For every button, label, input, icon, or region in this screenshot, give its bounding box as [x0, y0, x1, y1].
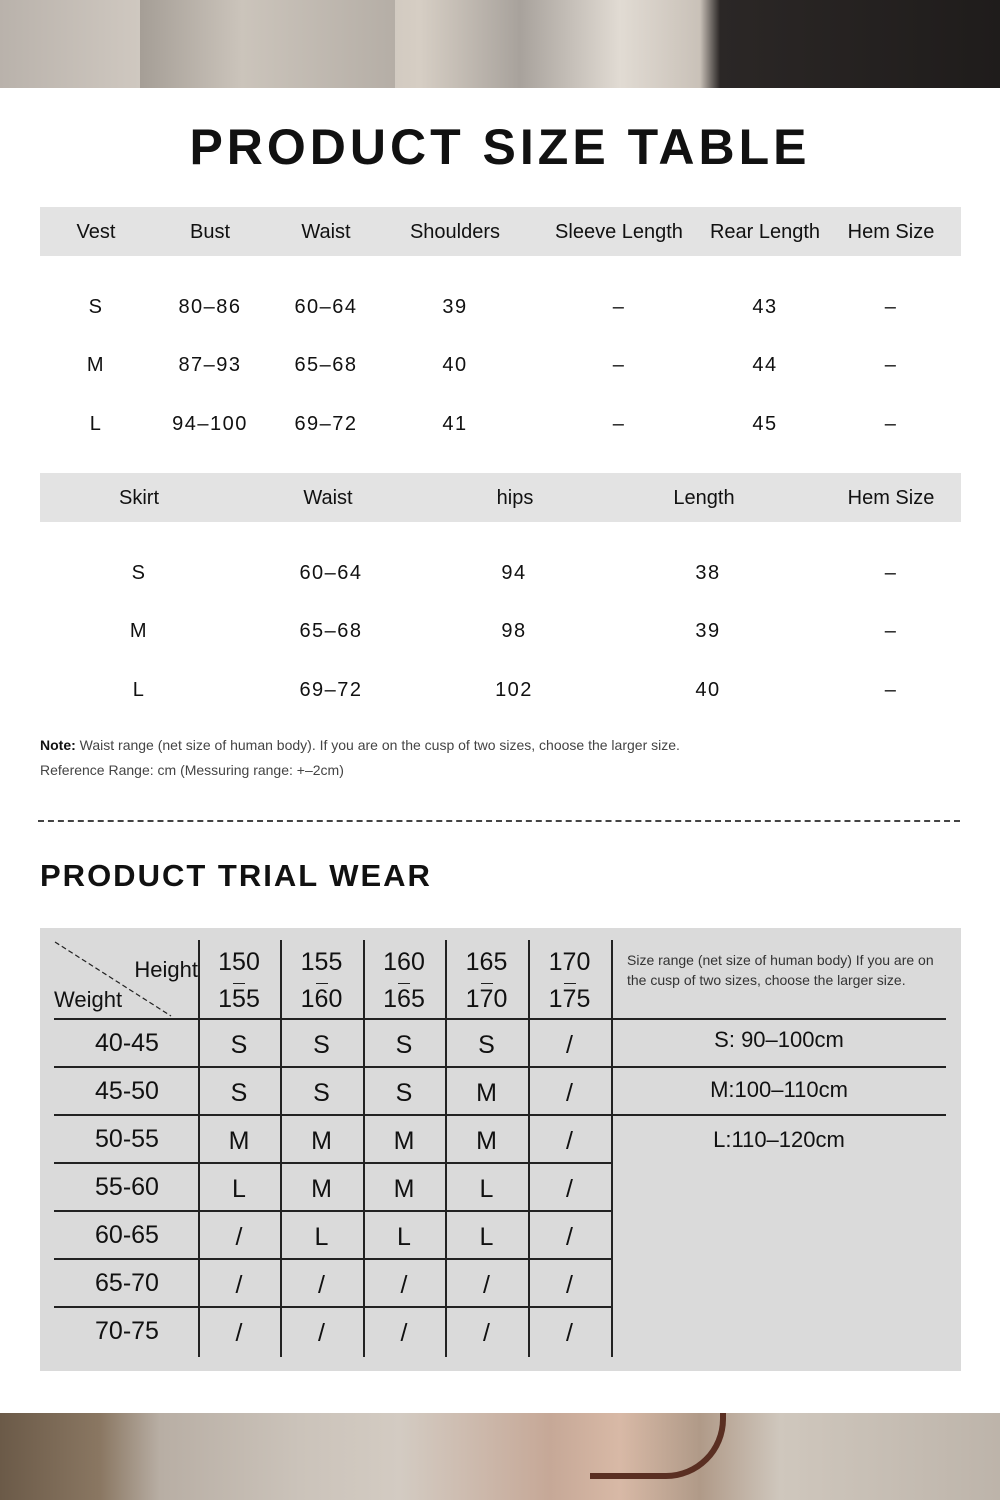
size-cell: L	[314, 1223, 329, 1251]
size-range-1: M:100–110cm	[710, 1077, 848, 1102]
grid-hline	[54, 1306, 611, 1308]
size-cell: /	[566, 1175, 573, 1203]
bag-strap-shape	[590, 1413, 726, 1479]
vest-header-2: Waist	[301, 221, 351, 243]
size-range-2: L:110–120cm	[713, 1127, 845, 1152]
vest-cell: 40	[442, 354, 468, 376]
reference-range: Reference Range: cm (Messuring range: +–2cm)	[40, 762, 344, 778]
range-hline	[611, 1114, 946, 1116]
size-cell: S	[395, 1079, 413, 1107]
size-cell: M	[311, 1175, 332, 1203]
skirt-cell: S	[131, 562, 147, 584]
skirt-cell: –	[884, 562, 898, 584]
vest-header-5: Rear Length	[709, 221, 821, 243]
vest-cell: 39	[442, 296, 468, 318]
weight-label: 70-75	[95, 1317, 159, 1345]
vest-header-6: Hem Size	[847, 221, 935, 243]
height-from: 165	[465, 948, 508, 976]
weight-label: 60-65	[95, 1221, 159, 1249]
size-cell: /	[400, 1319, 408, 1347]
grid-hline	[54, 1018, 611, 1020]
size-cell: L	[232, 1175, 246, 1203]
vest-cell: 69–72	[294, 413, 358, 435]
skirt-cell: 65–68	[299, 620, 363, 642]
vest-cell: –	[884, 296, 898, 318]
skirt-cell: 98	[501, 620, 527, 642]
height-to: 160	[300, 985, 343, 1013]
size-cell: /	[566, 1079, 573, 1107]
height-to: 175	[548, 985, 591, 1013]
size-cell: S	[313, 1079, 330, 1107]
range-hline	[611, 1018, 946, 1020]
skirt-cell: –	[884, 620, 898, 642]
vest-cell: 43	[752, 296, 778, 318]
size-cell: M	[476, 1127, 497, 1155]
vest-cell: 80–86	[178, 296, 242, 318]
grid-hline	[54, 1066, 611, 1068]
vest-cell: S	[88, 296, 104, 318]
skirt-cell: 39	[695, 620, 721, 642]
size-cell: /	[318, 1271, 325, 1299]
vest-cell: –	[884, 413, 898, 435]
vest-cell: 87–93	[178, 354, 242, 376]
vest-cell: –	[612, 413, 626, 435]
size-cell: /	[566, 1319, 573, 1347]
size-cell: /	[235, 1319, 243, 1347]
size-cell: L	[397, 1223, 411, 1251]
vest-cell: 44	[752, 354, 778, 376]
size-cell: S	[230, 1031, 248, 1059]
skirt-cell: 102	[495, 679, 533, 701]
size-cell: M	[476, 1079, 497, 1107]
skirt-cell: 60–64	[299, 562, 363, 584]
vest-cell: 41	[442, 413, 468, 435]
size-cell: M	[393, 1127, 415, 1155]
skirt-header-0: Skirt	[119, 487, 159, 509]
weight-label: 45-50	[95, 1077, 159, 1105]
vest-cell: –	[612, 354, 626, 376]
weight-label: 65-70	[95, 1269, 159, 1297]
background-photo-top	[0, 0, 1000, 88]
size-cell: M	[311, 1127, 332, 1155]
pillar-shape	[140, 0, 395, 88]
height-to: 170	[465, 985, 508, 1013]
size-cell: /	[566, 1127, 573, 1155]
height-from: 150	[218, 948, 260, 976]
size-cell: /	[235, 1271, 243, 1299]
range-hline	[611, 1066, 946, 1068]
size-cell: L	[479, 1175, 494, 1203]
size-cell: L	[479, 1223, 494, 1251]
size-cell: /	[566, 1271, 573, 1299]
size-range-0: S: 90–100cm	[714, 1027, 844, 1052]
skirt-cell: 40	[695, 679, 721, 701]
vest-cell: 60–64	[294, 296, 358, 318]
grid-hline	[54, 1162, 611, 1164]
skirt-cell: 38	[695, 562, 721, 584]
weight-label: 40-45	[95, 1029, 159, 1057]
vest-header-0: Vest	[76, 221, 116, 243]
skirt-header-4: Hem Size	[847, 487, 935, 509]
size-cell: S	[478, 1031, 495, 1059]
size-cell: S	[313, 1031, 330, 1059]
height-from: 155	[300, 948, 343, 976]
size-cell: /	[483, 1271, 490, 1299]
height-to: 165	[383, 985, 425, 1013]
size-cell: /	[566, 1223, 573, 1251]
size-cell: M	[393, 1175, 415, 1203]
vest-header-1: Bust	[189, 221, 231, 243]
note-line	[40, 737, 680, 753]
vest-header-3: Shoulders	[409, 221, 501, 243]
skirt-cell: 94	[501, 562, 527, 584]
size-cell: /	[566, 1031, 573, 1059]
height-to: 155	[218, 985, 260, 1013]
height-from: 160	[383, 948, 425, 976]
vest-cell: 94–100	[172, 413, 248, 435]
height-from: 170	[548, 948, 591, 976]
section-divider	[38, 820, 960, 822]
skirt-cell: –	[884, 679, 898, 701]
skirt-header-2: hips	[496, 487, 534, 509]
note-label: Note:	[40, 737, 76, 753]
vest-cell: 65–68	[294, 354, 358, 376]
size-cell: /	[483, 1319, 490, 1347]
trial-title: PRODUCT TRIAL WEAR	[40, 858, 432, 893]
vest-cell: L	[89, 413, 103, 435]
grid-hline	[54, 1114, 611, 1116]
skirt-cell: M	[129, 620, 149, 642]
size-cell: /	[318, 1319, 325, 1347]
size-cell: /	[400, 1271, 408, 1299]
corner-height-label: Height	[134, 957, 198, 982]
size-cell: M	[228, 1127, 250, 1155]
vest-header-4: Sleeve Length	[555, 221, 683, 243]
grid-hline	[54, 1258, 611, 1260]
corner-weight-label: Weight	[54, 987, 123, 1012]
size-range-note: Size range (net size of human body) If you are on the cusp of two sizes, choose the larger size.	[627, 952, 934, 988]
weight-label: 55-60	[95, 1173, 159, 1201]
note-text: Waist range (net size of human body). If you are on the cusp of two sizes, choose the larger size.	[75, 737, 680, 753]
page-title: PRODUCT SIZE TABLE	[189, 119, 811, 175]
size-cell: S	[230, 1079, 248, 1107]
size-cell: /	[235, 1223, 243, 1251]
vest-cell: 45	[752, 413, 778, 435]
skirt-cell: L	[132, 679, 146, 701]
weight-label: 50-55	[95, 1125, 159, 1153]
background-photo-bottom	[0, 1413, 1000, 1500]
skirt-header-1: Waist	[303, 487, 353, 509]
grid-hline	[54, 1210, 611, 1212]
size-cell: S	[395, 1031, 413, 1059]
skirt-header-3: Length	[673, 487, 735, 509]
vest-cell: –	[612, 296, 626, 318]
vest-cell: –	[884, 354, 898, 376]
skirt-cell: 69–72	[299, 679, 363, 701]
vest-cell: M	[86, 354, 106, 376]
